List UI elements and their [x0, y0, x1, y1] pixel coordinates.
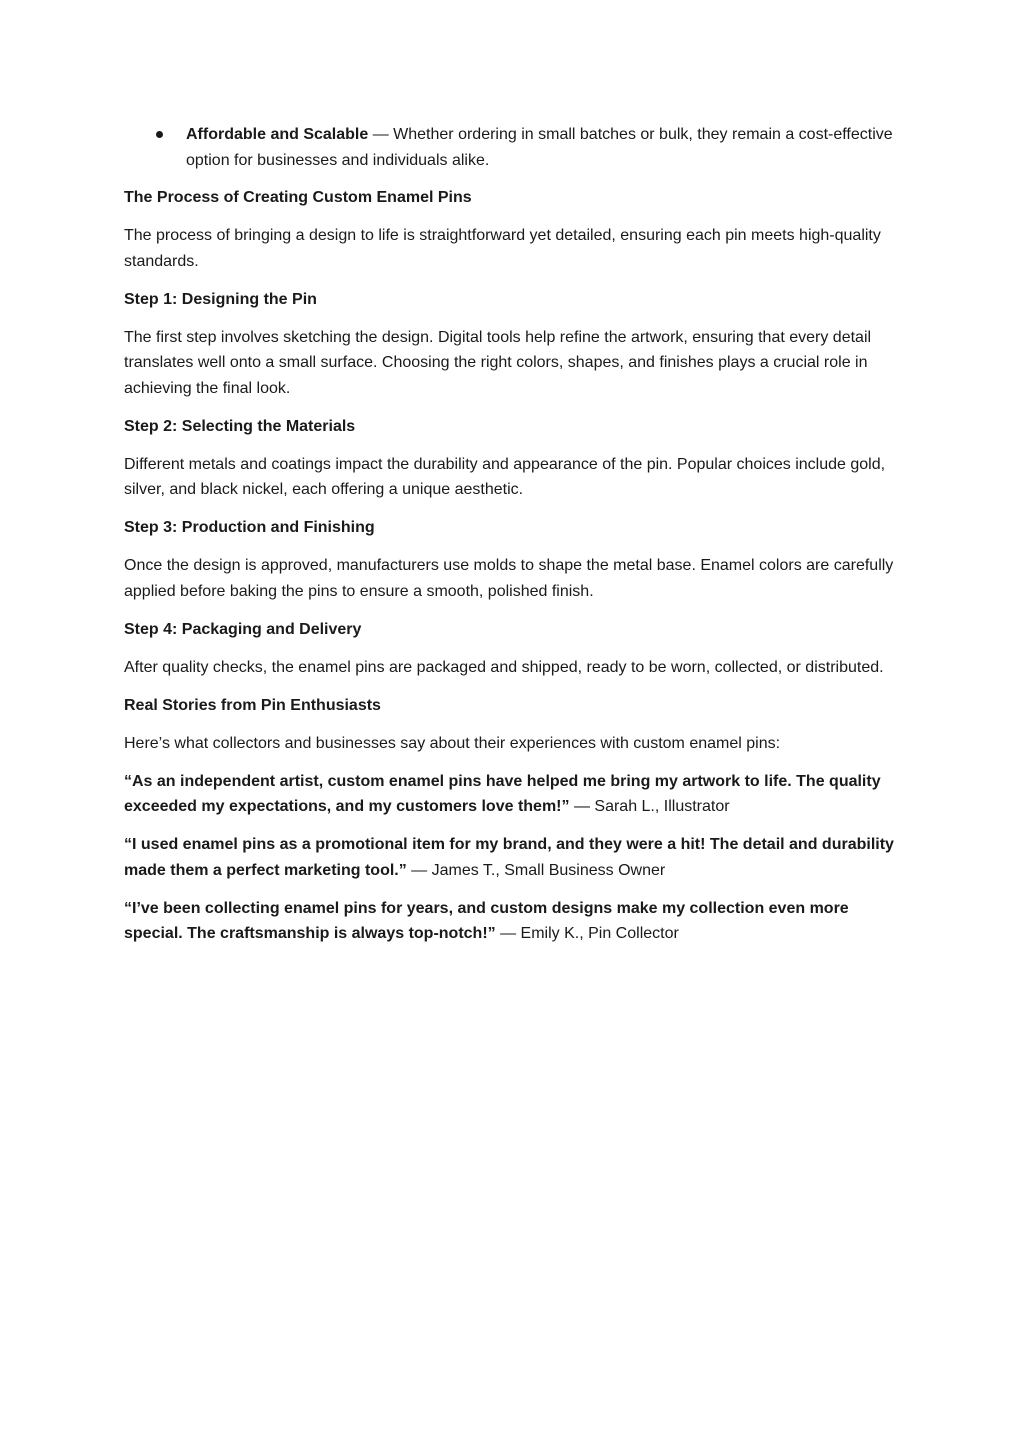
testimonial-quote: “As an independent artist, custom enamel pins have helped me bring my artwork to life. The quality exceeded my expectations, and my customers love them!”: [124, 772, 881, 815]
testimonial-attribution: — Emily K., Pin Collector: [495, 925, 679, 942]
testimonial-3: [124, 896, 899, 947]
bullet-title: Affordable and Scalable: [186, 126, 369, 143]
bullet-icon: [156, 131, 163, 138]
step-3-heading: Step 3: Production and Finishing: [124, 519, 375, 536]
testimonial-quote: “I used enamel pins as a promotional item for my brand, and they were a hit! The detail and durability made them a perfect marketing tool.”: [124, 836, 894, 879]
document-page: [124, 122, 899, 959]
step-1-heading: Step 1: Designing the Pin: [124, 290, 317, 308]
step-2-text: Different metals and coatings impact the durability and appearance of the pin. Popular choices include gold, silver, and black nickel, each offering a unique aesthetic.: [124, 455, 886, 498]
step-2-heading: Step 2: Selecting the Materials: [124, 417, 356, 435]
testimonial-2: [124, 832, 899, 883]
bullet-item-affordable: [124, 122, 899, 173]
stories-intro: Here’s what collectors and businesses say about their experiences with custom enamel pins:: [124, 734, 781, 752]
testimonial-quote: “I’ve been collecting enamel pins for years, and custom designs make my collection even more special. The craftsmanship is always top-notch!”: [124, 899, 849, 942]
testimonial-1: [124, 769, 899, 820]
step-4-text: After quality checks, the enamel pins are packaged and shipped, ready to be worn, collected, or distributed.: [124, 658, 884, 676]
step-1-text: The first step involves sketching the design. Digital tools help refine the artwork, ensuring that every detail translates well onto a small surface. Choosing the right colors, shapes, and finishes plays a crucial role in achieving the final look.: [124, 328, 872, 397]
step-4-heading: Step 4: Packaging and Delivery: [124, 620, 362, 638]
process-heading: The Process of Creating Custom Enamel Pins: [124, 189, 472, 206]
stories-heading: Real Stories from Pin Enthusiasts: [124, 696, 381, 714]
bullet-text: — Whether ordering in small batches or bulk, they remain a cost-effective option for businesses and individuals alike.: [186, 126, 893, 169]
testimonial-attribution: — Sarah L., Illustrator: [569, 798, 730, 815]
testimonial-attribution: — James T., Small Business Owner: [406, 861, 666, 879]
step-3-text: Once the design is approved, manufacturers use molds to shape the metal base. Enamel colors are carefully applied before baking the pins to ensure a smooth, polished finish.: [124, 557, 894, 600]
process-intro: The process of bringing a design to life is straightforward yet detailed, ensuring each pin meets high-quality standards.: [124, 227, 881, 270]
